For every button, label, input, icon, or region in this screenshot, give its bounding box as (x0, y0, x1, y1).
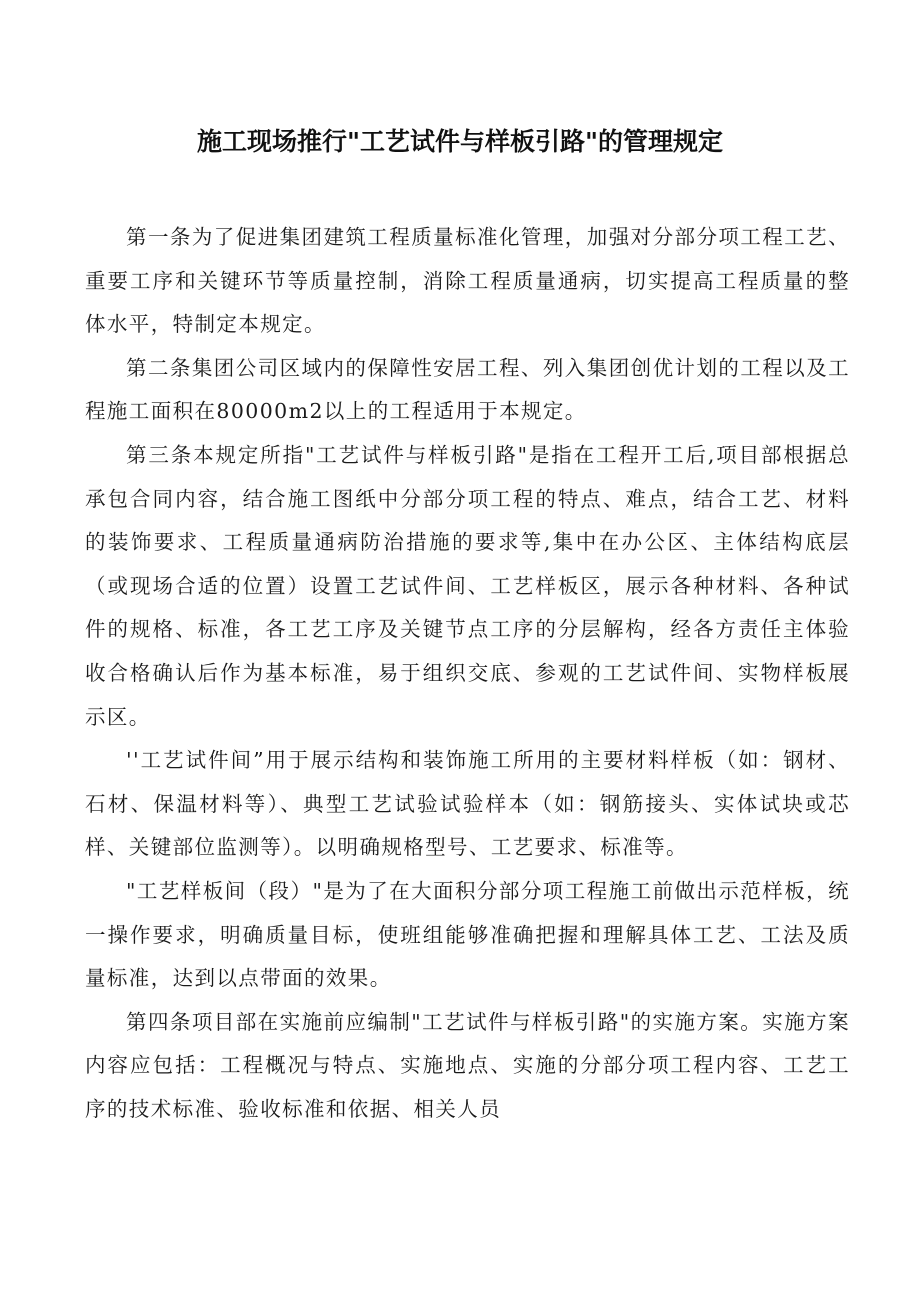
document-body (85, 216, 850, 1131)
paragraph-article-1: 第一条为了促进集团建筑工程质量标准化管理，加强对分部分项工程工艺、重要工序和关键环节等质量控制，消除工程质量通病，切实提高工程质量的整体水平，特制定本规定。 (85, 225, 850, 337)
paragraph-article-2: 第二条集团公司区域内的保障性安居工程、列入集团创优计划的工程以及工程施工面积在80000m2以上的工程适用于本规定。 (85, 355, 850, 424)
paragraph-sample-room: "工艺样板间（段）"是为了在大面积分部分项工程施工前做出示范样板，统一操作要求，明确质量目标，使班组能够准确把握和理解具体工艺、工法及质量标准，达到以点带面的效果。 (85, 878, 850, 991)
document-title: 施工现场推行"工艺试件与样板引路"的管理规定 (196, 127, 724, 156)
paragraph-article-3: 第三条本规定所指"工艺试件与样板引路"是指在工程开工后,项目部根据总承包合同内容，结合施工图纸中分部分项工程的特点、难点，结合工艺、材料的装饰要求、工程质量通病防治措施的要求等,集中在办公区、主体结构底层（或现场合适的位置）设置工艺试件间、工艺样板区，展示各种材料、各种试件的规格、标准，各工艺工序及关键节点工序的分层解构，经各方责任主体验收合格确认后作为基本标准，易于组织交底、参观的工艺试件间、实物样板展示区。 (85, 442, 850, 729)
paragraph-trial-room: ''工艺试件间”用于展示结构和装饰施工所用的主要材料样板（如：钢材、石材、保温材料等）、典型工艺试验试验样本（如：钢筋接头、实体试块或芯样、关键部位监测等）。以明确规格型号、工艺要求、标准等。 (85, 748, 850, 860)
paragraph-article-4: 第四条项目部在实施前应编制"工艺试件与样板引路"的实施方案。实施方案内容应包括：工程概况与特点、实施地点、实施的分部分项工程内容、工艺工序的技术标准、验收标准和依据、相关人员 (85, 1009, 850, 1121)
